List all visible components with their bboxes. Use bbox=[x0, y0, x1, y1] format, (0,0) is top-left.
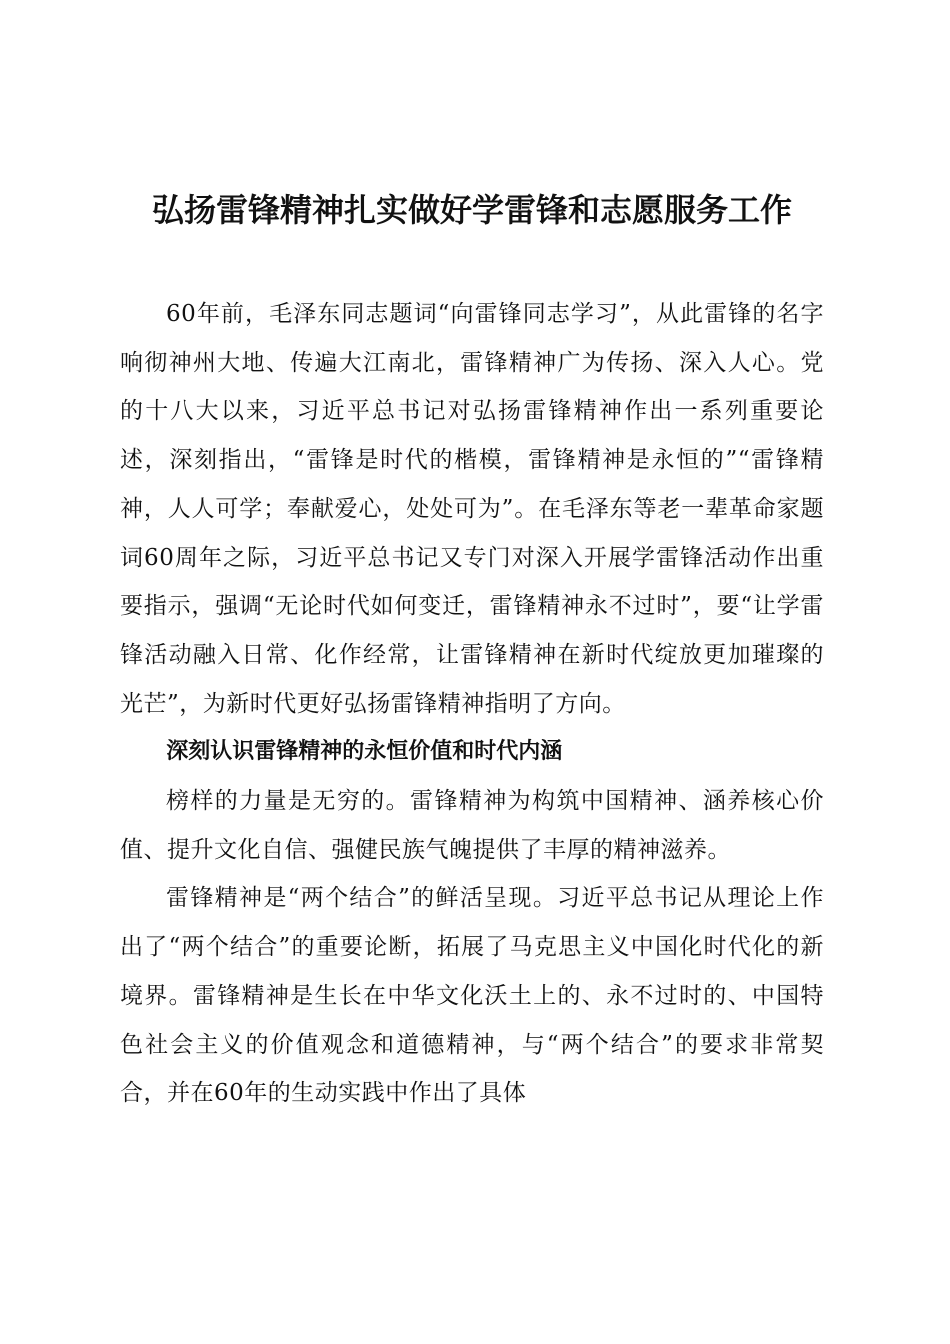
document-body bbox=[120, 290, 824, 1118]
paragraph-two-combinations: 雷锋精神是“两个结合”的鲜活呈现。习近平总书记从理论上作出了“两个结合”的重要论断，拓展了马克思主义中国化时代化的新境界。雷锋精神是生长在中华文化沃土上的、永不过时的、中国特色社会主义的价值观念和道德精神，与“两个结合”的要求非常契合，并在60年的生动实践中作出了具体 bbox=[120, 885, 824, 1107]
document-title: 弘扬雷锋精神扎实做好学雷锋和志愿服务工作 bbox=[151, 191, 792, 229]
paragraph-role-model: 榜样的力量是无穷的。雷锋精神为构筑中国精神、涵养核心价值、提升文化自信、强健民族气魄提供了丰厚的精神滋养。 bbox=[120, 788, 824, 863]
section-heading: 深刻认识雷锋精神的永恒价值和时代内涵 bbox=[166, 739, 563, 765]
paragraph-intro: 60年前，毛泽东同志题词“向雷锋同志学习”，从此雷锋的名字响彻神州大地、传遍大江南北，雷锋精神广为传扬、深入人心。党的十八大以来，习近平总书记对弘扬雷锋精神作出一系列重要论述，深刻指出，“雷锋是时代的楷模，雷锋精神是永恒的”“雷锋精神，人人可学；奉献爱心，处处可为”。在毛泽东等老一辈革命家题词60周年之际，习近平总书记又专门对深入开展学雷锋活动作出重要指示，强调“无论时代如何变迁，雷锋精神永不过时”，要“让学雷锋活动融入日常、化作经常，让雷锋精神在新时代绽放更加璀璨的光芒”，为新时代更好弘扬雷锋精神指明了方向。 bbox=[120, 301, 824, 717]
